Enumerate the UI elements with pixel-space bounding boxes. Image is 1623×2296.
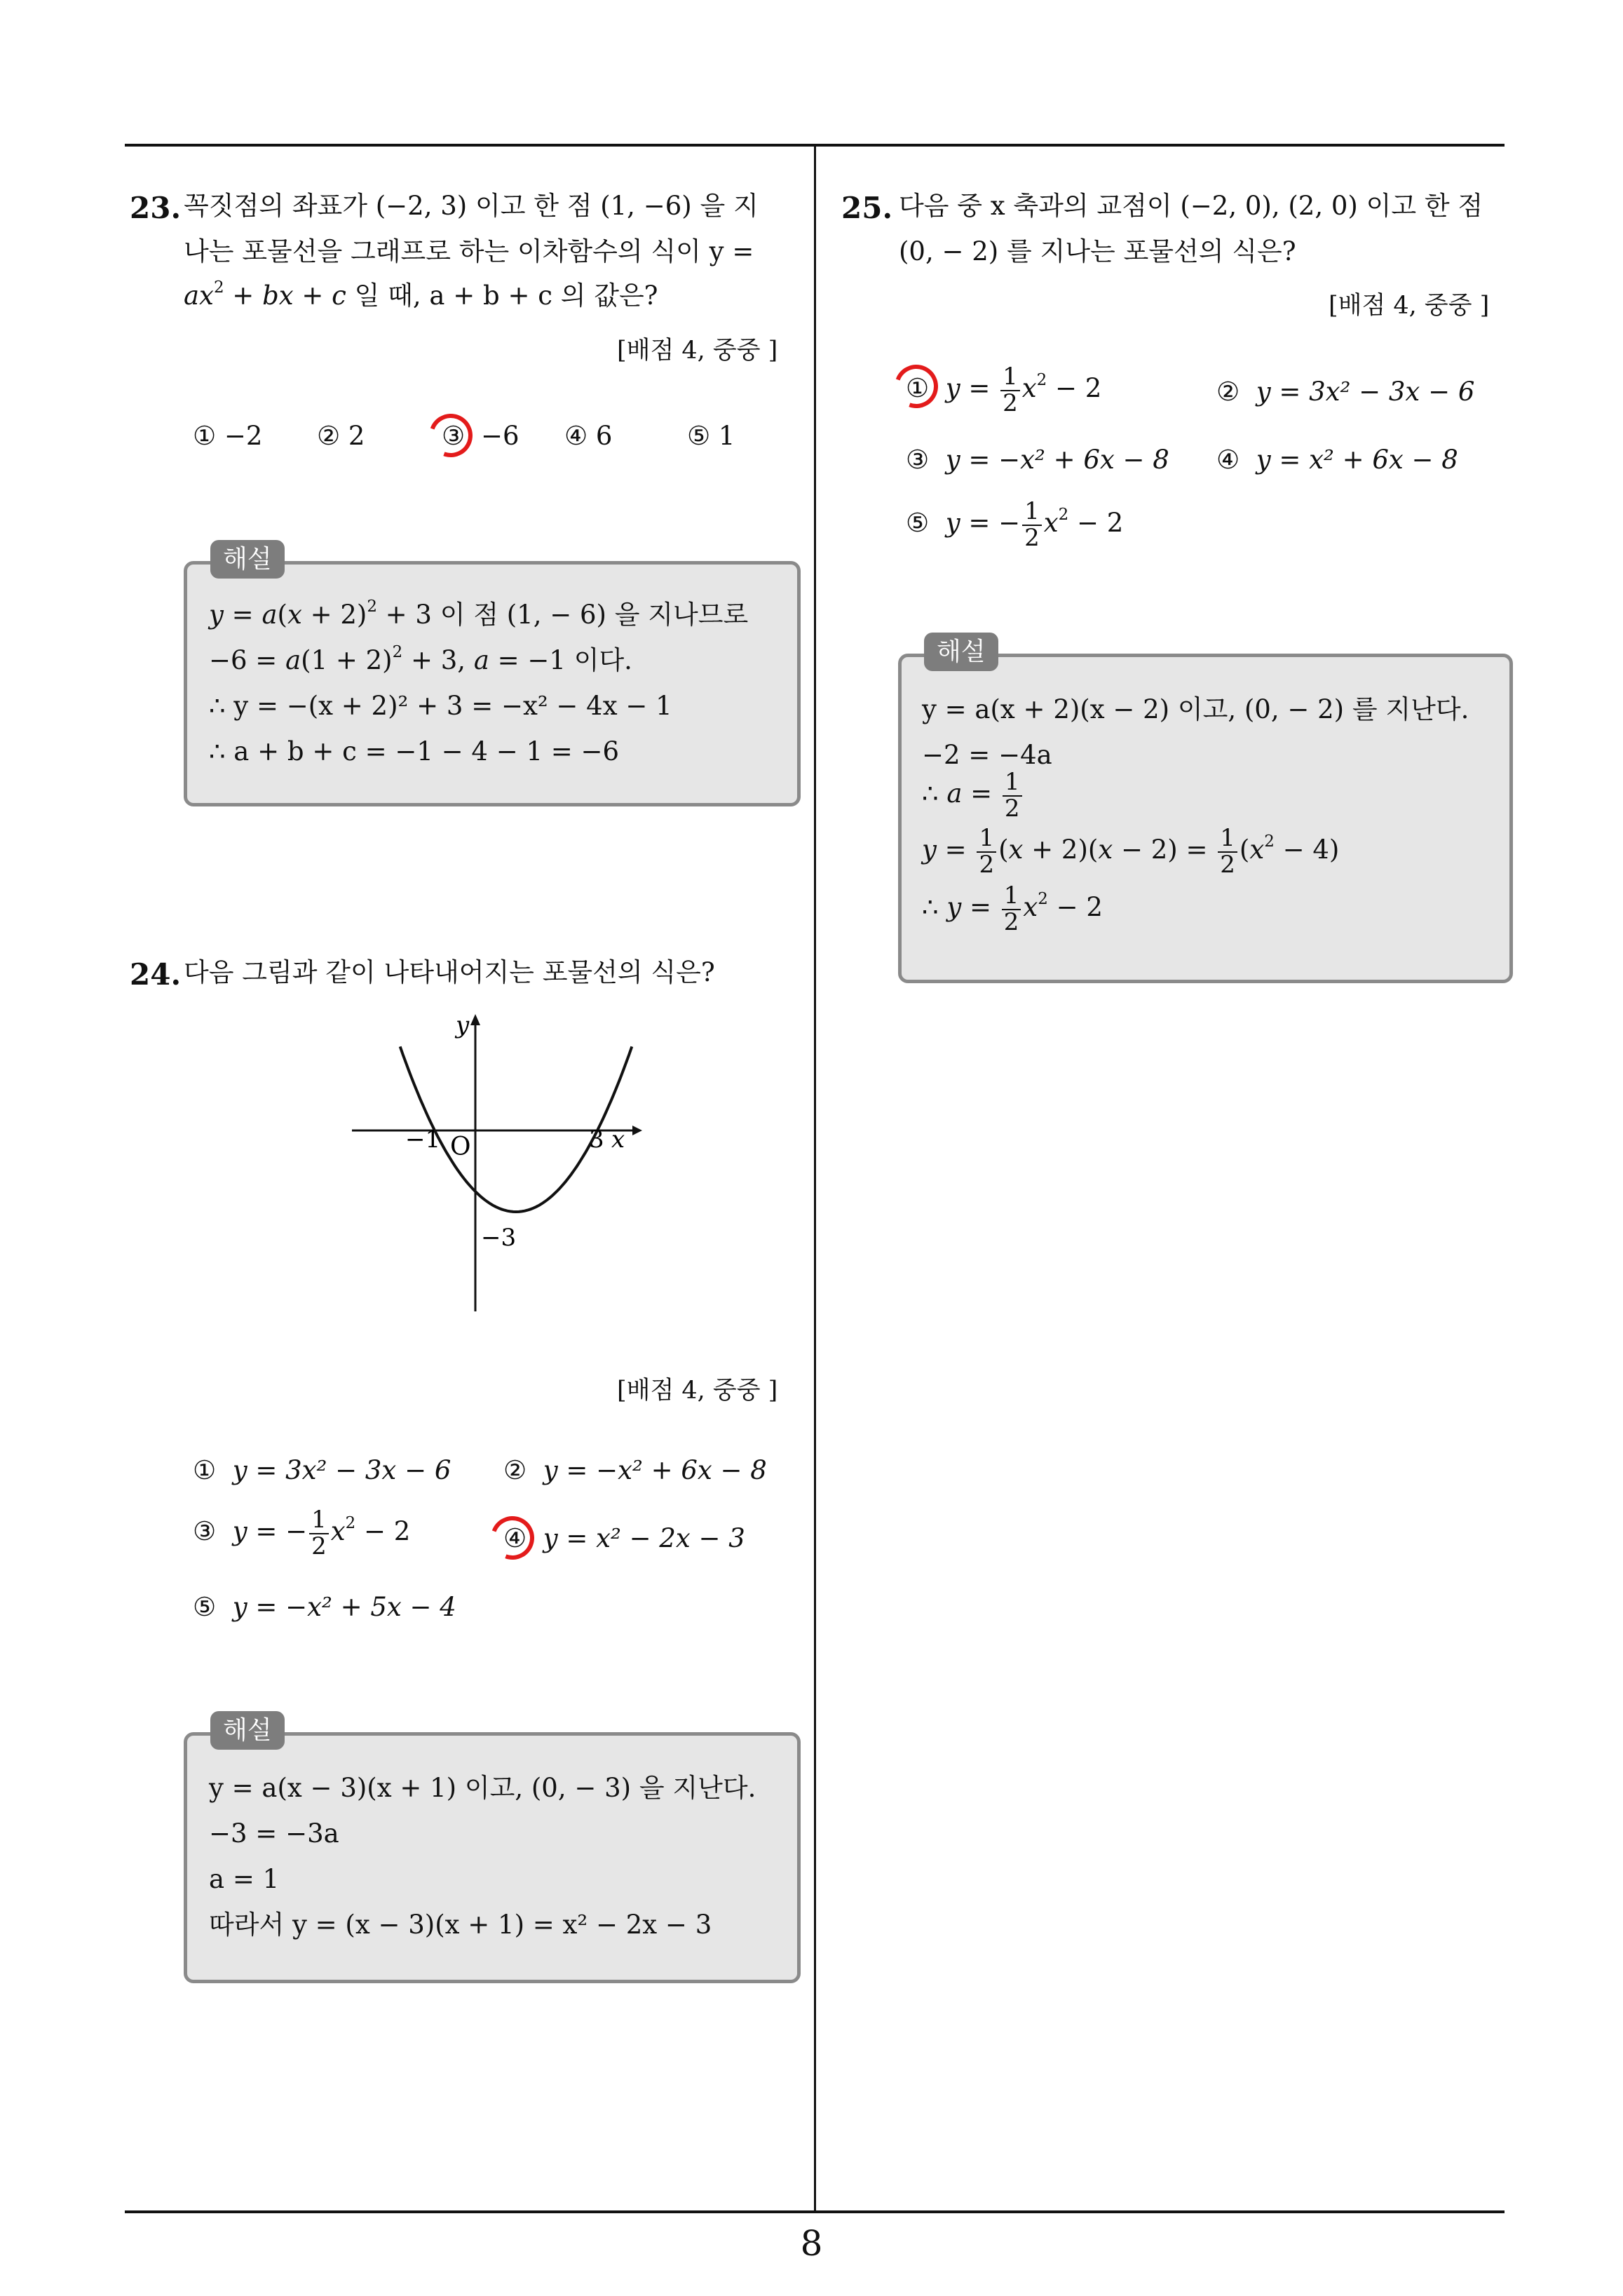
q23-choice-3-mark[interactable]: ③	[442, 421, 466, 451]
graph-left-root-label: −1	[405, 1126, 441, 1154]
question-23-text-line3-tail: 일 때, a + b + c 의 값은?	[354, 281, 658, 311]
q23-choice-5[interactable]: ⑤ 1	[687, 421, 735, 451]
q23-choice-1[interactable]: ① −2	[193, 421, 263, 451]
question-25-number: 25.	[841, 191, 893, 225]
q25-choice-4[interactable]	[1216, 445, 1458, 475]
q24-solution-tag: 해설	[210, 1711, 285, 1750]
q25-choice-3-expr: y = −x² + 6x − 8	[945, 445, 1169, 475]
q24-choice-4[interactable]	[503, 1523, 745, 1554]
question-23-number: 23.	[130, 191, 182, 225]
q24-solution-line1: y = a(x − 3)(x + 1) 이고, (0, − 3) 을 지난다.	[209, 1773, 756, 1803]
question-23-text-line1: 꼭짓점의 좌표가 (−2, 3) 이고 한 점 (1, −6) 을 지	[184, 191, 759, 221]
question-24-meta: [배점 4, 중중 ]	[617, 1377, 778, 1405]
q24-choice-4-expr: y = x² − 2x − 3	[543, 1523, 745, 1553]
q25-solution-line2: −2 = −4a	[922, 740, 1052, 770]
q24-choice-3[interactable]: ③ y = − $\frac{1}{2}$ $x^2 - 2$	[193, 1506, 411, 1560]
q25-solution-tag: 해설	[924, 633, 998, 671]
q24-choice-3-mark: ③	[193, 1516, 217, 1547]
q25-solution-line3: ∴ a = $\frac{1}{2}$	[922, 770, 1024, 821]
q25-solution-line1: y = a(x + 2)(x − 2) 이고, (0, − 2) 를 지난다.	[922, 694, 1469, 724]
q23-solution-line1: $y = a(x + 2)^2 + 3$ 이 점 (1, − 6) 을 지나므로	[209, 597, 749, 630]
q25-choice-4-expr: y = x² + 6x − 8	[1256, 445, 1458, 475]
q25-choice-1-mark: ①	[906, 373, 930, 404]
q25-choice-5-mark: ⑤	[906, 508, 930, 539]
q25-choice-4-mark: ④	[1216, 445, 1240, 475]
q24-choice-5-expr: y = −x² + 5x − 4	[232, 1592, 456, 1622]
q24-solution-line4: 따라서 y = (x − 3)(x + 1) = x² − 2x − 3	[209, 1910, 712, 1940]
q25-choice-2-mark: ②	[1216, 377, 1240, 407]
q23-choice-2[interactable]: ② 2	[317, 421, 365, 451]
question-23-text-line2: 나는 포물선을 그래프로 하는 이차함수의 식이 y =	[184, 236, 754, 266]
q25-choice-2[interactable]	[1216, 377, 1474, 407]
q24-choice-5[interactable]	[193, 1592, 456, 1623]
q24-choice-4-mark: ④	[503, 1523, 527, 1553]
question-25-text-line1: 다음 중 x 축과의 교점이 (−2, 0), (2, 0) 이고 한 점	[899, 191, 1483, 221]
q24-choice-5-mark: ⑤	[193, 1592, 217, 1622]
q25-choice-2-expr: y = 3x² − 3x − 6	[1256, 377, 1475, 407]
q25-choice-3[interactable]	[906, 445, 1169, 475]
q24-solution-line3: a = 1	[209, 1864, 280, 1894]
q24-choice-2-mark: ②	[503, 1455, 527, 1485]
question-24-text-line1: 다음 그림과 같이 나타내어지는 포물선의 식은?	[184, 957, 715, 987]
q24-choice-2[interactable]	[503, 1455, 767, 1486]
q25-choice-3-mark: ③	[906, 445, 930, 475]
graph-x-label: x	[611, 1126, 625, 1154]
graph-origin-label: O	[450, 1133, 471, 1161]
q23-solution-line4: ∴ a + b + c = −1 − 4 − 1 = −6	[209, 736, 620, 767]
graph-right-root-label: 3	[589, 1126, 604, 1154]
q24-selected-circle	[484, 1509, 541, 1567]
q25-choice-5[interactable]: ⑤ y = − $\frac{1}{2}$ $x^2 - 2$	[906, 497, 1124, 552]
q25-choice-1[interactable]: ① y = $\frac{1}{2}$ $x^2 - 2$	[906, 363, 1102, 417]
question-25-meta: [배점 4, 중중 ]	[1329, 292, 1490, 320]
q23-solution-line1-tail: 이 점 (1, − 6) 을 지나므로	[440, 600, 749, 630]
q23-choice-4[interactable]: ④ 6	[564, 421, 613, 451]
q24-solution-box	[184, 1732, 801, 1983]
y-axis-arrow	[470, 1014, 480, 1025]
question-24-number: 24.	[130, 957, 182, 992]
column-divider	[814, 144, 816, 2213]
graph-intercept-label: −3	[481, 1224, 517, 1252]
question-23-text-line3: $ax^2$ + bx + c 일 때, a + b + c 의 값은?	[184, 278, 658, 311]
q23-solution-line3: ∴ y = −(x + 2)² + 3 = −x² − 4x − 1	[209, 691, 672, 721]
question-25-text-line2: (0, − 2) 를 지나는 포물선의 식은?	[899, 236, 1296, 266]
x-axis-arrow	[632, 1126, 642, 1135]
q24-solution-line2: −3 = −3a	[209, 1818, 339, 1849]
q23-solution-tag: 해설	[210, 540, 285, 579]
q23-choice-3[interactable]: −6	[481, 421, 520, 451]
q23-solution-box	[184, 561, 801, 806]
question-23-meta: [배점 4, 중중 ]	[617, 337, 778, 365]
q23-solution-line2: $-6 = a(1 + 2)^2 + 3$, a = −1 이다.	[209, 642, 632, 675]
q23-selected-circle	[422, 407, 480, 464]
page-number: 8	[800, 2223, 823, 2264]
q25-solution-line4: y = $\frac{1}{2}$ (x + 2)(x − 2) = $\frac{1}{2}$ $(x^2 - 4)$	[922, 824, 1340, 879]
q24-graph	[344, 1010, 652, 1318]
q25-solution-line5: ∴ y = $\frac{1}{2}$ $x^2 - 2$	[922, 882, 1103, 936]
graph-y-label: y	[456, 1011, 470, 1039]
bottom-rule	[125, 2210, 1505, 2213]
q24-choice-1-mark: ①	[193, 1455, 217, 1485]
q24-choice-1-expr: y = 3x² − 3x − 6	[232, 1455, 451, 1485]
q23-solution-line2-tail: 이다.	[573, 645, 632, 675]
q24-choice-2-expr: y = −x² + 6x − 8	[543, 1455, 767, 1485]
q24-choice-1[interactable]	[193, 1455, 451, 1486]
